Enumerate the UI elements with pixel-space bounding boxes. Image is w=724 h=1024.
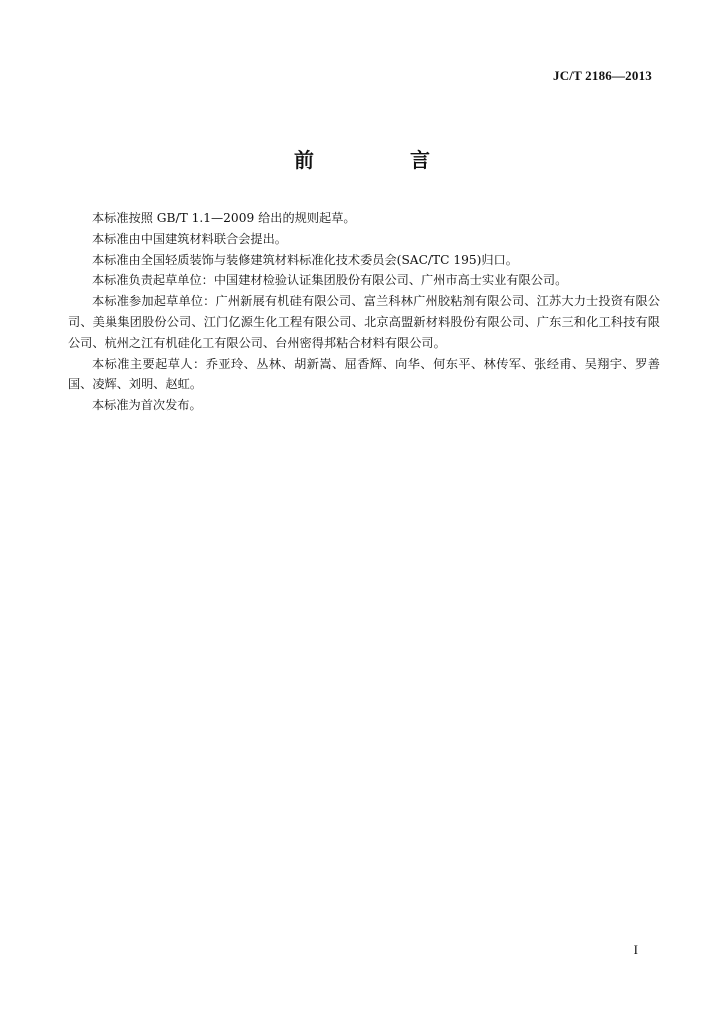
paragraph-proposer: 本标准由中国建筑材料联合会提出。 [92,231,287,246]
page-number: I [633,942,638,957]
paragraph-drafting-rules: 本标准按照 GB/T 1.1—2009 给出的规则起草。 [92,211,356,225]
paragraph-main-drafters-units: 本标准负责起草单位：中国建材检验认证集团股份有限公司、广州市高士实业有限公司。 [92,273,568,288]
standard-code: JC/T 2186—2013 [553,68,652,83]
page-title: 前 言 [294,148,468,172]
paragraph-participating-units: 本标准参加起草单位：广州新展有机硅有限公司、富兰科林广州胶粘剂有限公司、江苏大力士投资有限公司、美巢集团股份公司、江门亿源生化工程有限公司、北京高盟新材料股份有限公司、广东三和化工科技有限公司、杭州之江有机硅化工有限公司、台州密得邦粘合材料有限公司。 [68,294,660,350]
paragraph-jurisdiction: 本标准由全国轻质装饰与装修建筑材料标准化技术委员会(SAC/TC 195)归口。 [92,252,518,267]
paragraph-main-drafters: 本标准主要起草人：乔亚玲、丛林、胡新嵩、屈香辉、向华、何东平、林传军、张经甫、吴翔宇、罗善国、凌辉、刘明、赵虹。 [68,356,660,392]
paragraph-first-release: 本标准为首次发布。 [92,398,202,413]
foreword-body [68,208,660,416]
